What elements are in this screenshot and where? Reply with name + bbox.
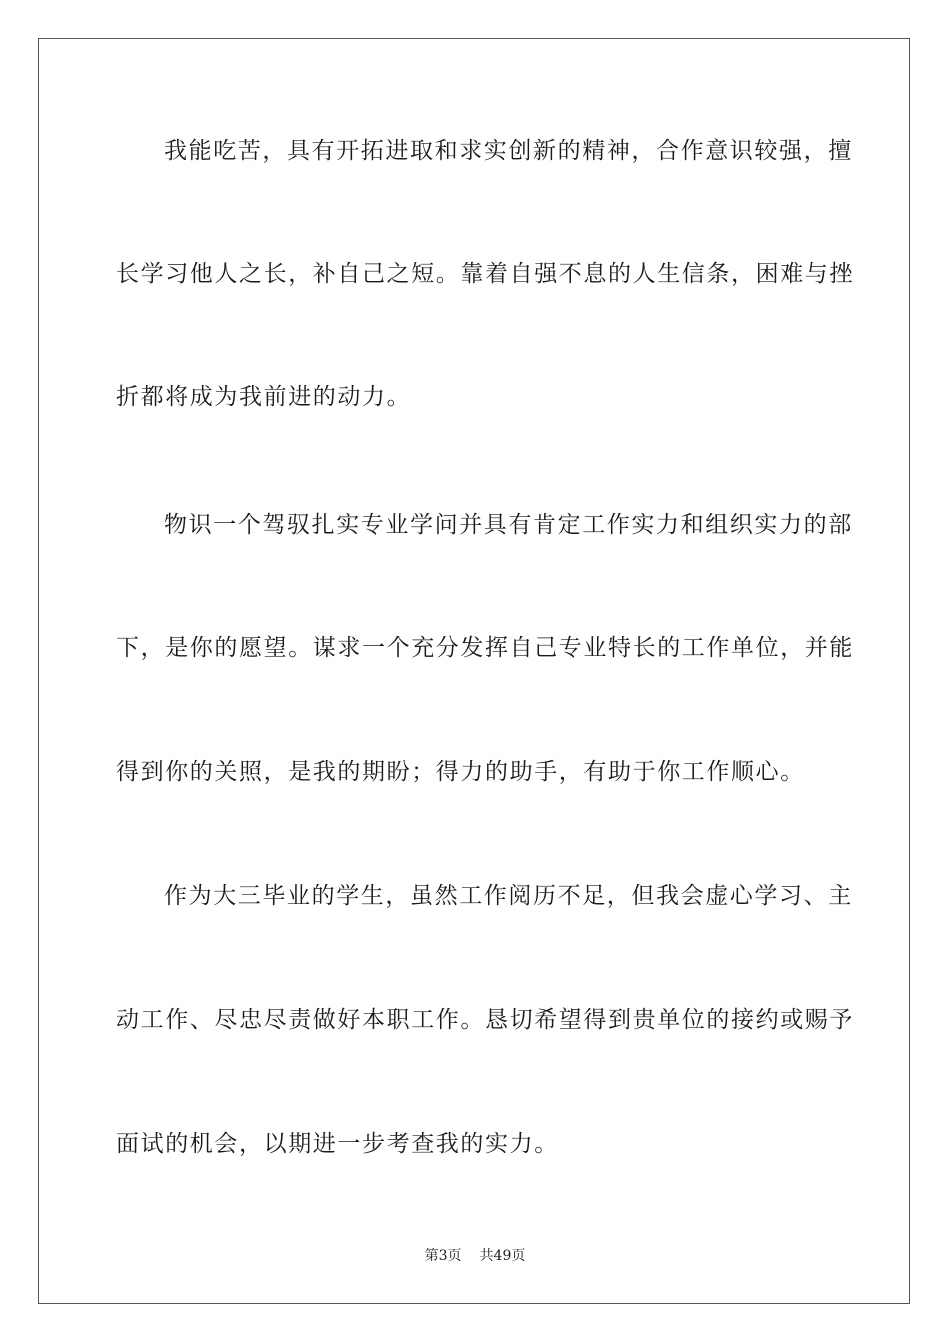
paragraph-2-line-2: 下，是你的愿望。谋求一个充分发挥自己专业特长的工作单位，并能 <box>116 635 854 661</box>
page-number: 第3页 <box>424 1248 462 1264</box>
paragraph-3-line-1: 作为大三毕业的学生，虽然工作阅历不足，但我会虚心学习、主 <box>164 883 853 909</box>
paragraph-1-line-2: 长学习他人之长，补自己之短。靠着自强不息的人生信条，困难与挫 <box>116 261 854 287</box>
paragraph-2-line-1: 物识一个驾驭扎实专业学问并具有肯定工作实力和组织实力的部 <box>164 512 853 538</box>
paragraph-1-line-1: 我能吃苦，具有开拓进取和求实创新的精神，合作意识较强，擅 <box>164 138 853 164</box>
paragraph-1-line-3: 折都将成为我前进的动力。 <box>116 384 412 410</box>
paragraph-3-line-2: 动工作、尽忠尽责做好本职工作。恳切希望得到贵单位的接约或赐予 <box>116 1007 854 1033</box>
paragraph-3-line-3: 面试的机会，以期进一步考查我的实力。 <box>116 1131 559 1157</box>
page-border <box>38 38 910 1304</box>
page-total: 共49页 <box>479 1248 526 1264</box>
page-footer <box>0 1246 950 1266</box>
paragraph-2-line-3: 得到你的关照，是我的期盼；得力的助手，有助于你工作顺心。 <box>116 759 805 785</box>
